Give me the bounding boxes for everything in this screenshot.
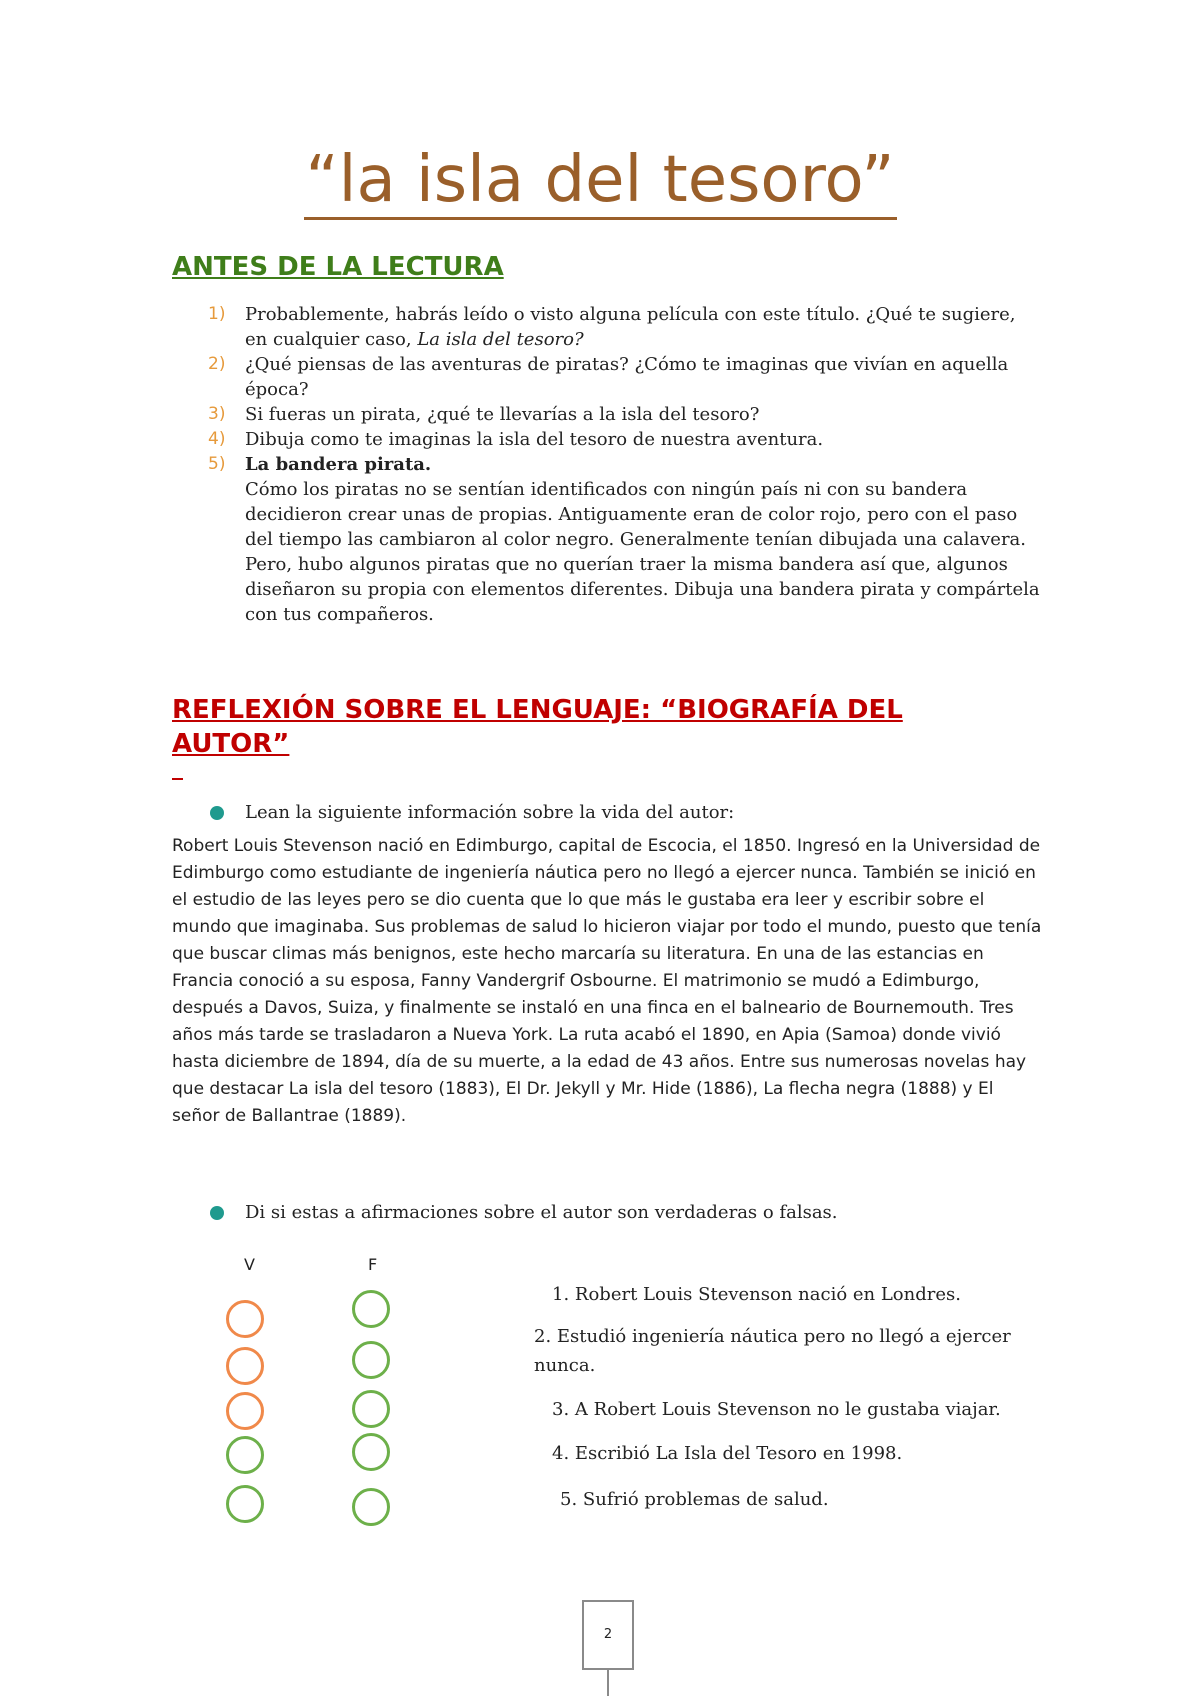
item-number: 2) [208, 354, 226, 374]
answer-circle-v[interactable] [226, 1392, 264, 1430]
bullet-text-lean: Lean la siguiente información sobre la vida del autor: [245, 802, 735, 823]
list-item: 4) Dibuja como te imaginas la isla del tesoro de nuestra aventura. [208, 429, 824, 450]
statement-4: 4. Escribió La Isla del Tesoro en 1998. [552, 1443, 903, 1464]
page-title: “la isla del tesoro” [0, 140, 1200, 220]
answer-circle-v[interactable] [226, 1436, 264, 1474]
answer-circle-f[interactable] [352, 1433, 390, 1471]
answer-circle-f[interactable] [352, 1341, 390, 1379]
page-number: 2 [582, 1600, 634, 1670]
bullet-text-afirmaciones: Di si estas a afirmaciones sobre el autor son verdaderas o falsas. [245, 1202, 838, 1223]
item-number: 3) [208, 404, 226, 424]
list-item: 1) Probablemente, habrás leído o visto alguna película con este título. ¿Qué te sugiere, en cualquier caso, La isla del tesoro? [208, 304, 1016, 350]
column-v-label: V [244, 1255, 255, 1274]
column-f-label: F [368, 1255, 378, 1274]
bullet-icon [210, 806, 224, 820]
antes-list [172, 302, 1042, 627]
statement-5: 5. Sufrió problemas de salud. [560, 1489, 829, 1510]
answer-circle-v[interactable] [226, 1347, 264, 1385]
statement-3: 3. A Robert Louis Stevenson no le gustaba viajar. [552, 1399, 1001, 1420]
list-item [172, 452, 1042, 627]
list-item: 2) ¿Qué piensas de las aventuras de piratas? ¿Cómo te imaginas que vivían en aquella época? [208, 354, 1009, 400]
answer-circle-f[interactable] [352, 1488, 390, 1526]
item-number: 1) [208, 304, 226, 324]
answer-circle-f[interactable] [352, 1290, 390, 1328]
page-number-line [607, 1670, 609, 1696]
reflexion-heading: REFLEXIÓN SOBRE EL LENGUAJE: “BIOGRAFÍA DEL AUTOR” [172, 695, 903, 759]
bandera-heading: La bandera pirata. [245, 454, 432, 475]
biography-paragraph: Robert Louis Stevenson nació en Edimburgo, capital de Escocia, el 1850. Ingresó en la Universidad de Edimburgo como estudiante de ingeniería náutica pero no llegó a ejercer nunca. También se inició en el estudio de las leyes pero se dio cuenta que lo que más le gustaba era leer y escribir sobre el mundo que imaginaba. Sus problemas de salud lo hicieron viajar por todo el mundo, puesto que tenía que buscar climas más benignos, este hecho marcaría su literatura. En una de las estancias en Francia conoció a su esposa, Fanny Vandergrif Osbourne. El matrimonio se mudó a Edimburgo, después a Davos, Suiza, y finalmente se instaló en una finca en el balneario de Bournemouth. Tres años más tarde se trasladaron a Nueva York. La ruta acabó el 1890, en Apia (Samoa) donde vivió hasta diciembre de 1894, día de su muerte, a la edad de 43 años. Entre sus numerosas novelas hay que destacar La isla del tesoro (1883), El Dr. Jekyll y Mr. Hide (1886), La flecha negra (1888) y El señor de Ballantrae (1889). [172, 836, 1042, 1126]
bullet-icon [210, 1206, 224, 1220]
underline-mark [172, 778, 183, 780]
answer-circle-v[interactable] [226, 1485, 264, 1523]
item-number: 5) [208, 454, 226, 474]
antes-heading: ANTES DE LA LECTURA [172, 252, 504, 282]
bandera-text: Cómo los piratas no se sentían identificados con ningún país ni con su bandera decidieron crear unas de propias. Antiguamente eran de color rojo, pero con el paso del tiempo las cambiaron al color negro. Generalmente tenían dibujada una calavera. Pero, hubo algunos piratas que no querían traer la misma bandera así que, algunos diseñaron su propia con elementos diferentes. Dibuja una bandera pirata y compártela con tus compañeros. [245, 479, 1040, 625]
item-number: 4) [208, 429, 226, 449]
statement-2: 2. Estudió ingeniería náutica pero no llegó a ejercer nunca. [534, 1326, 1011, 1376]
answer-circle-v[interactable] [226, 1300, 264, 1338]
statement-1: 1. Robert Louis Stevenson nació en Londres. [552, 1284, 961, 1305]
answer-circle-f[interactable] [352, 1390, 390, 1428]
list-item: 3) Si fueras un pirata, ¿qué te llevarías a la isla del tesoro? [208, 404, 760, 425]
